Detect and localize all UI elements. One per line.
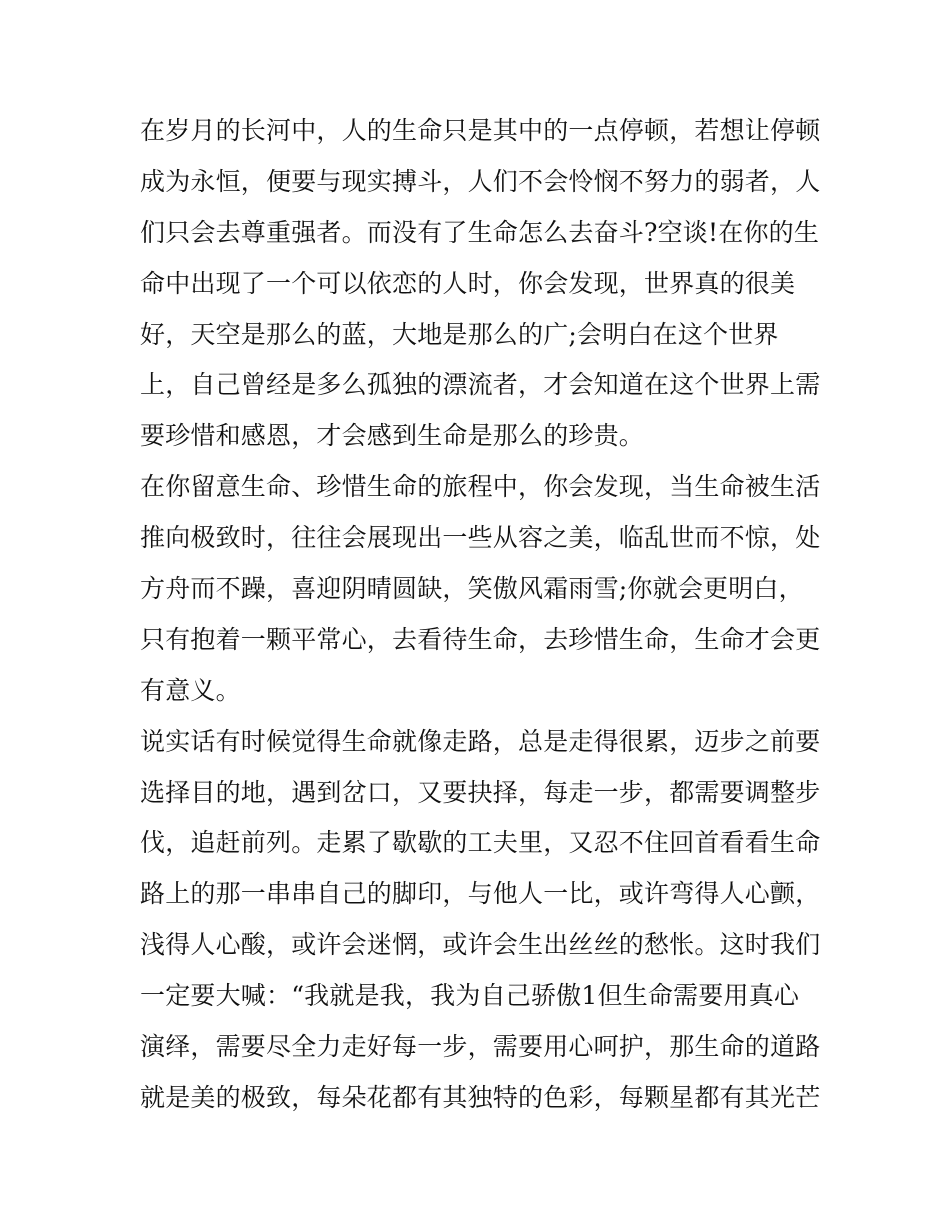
text-line: 上，自己曾经是多么孤独的漂流者，才会知道在这个世界上需 <box>140 370 821 400</box>
text-line: 在岁月的长河中，人的生命只是其中的一点停顿，若想让停顿 <box>140 116 821 145</box>
text-line: 在你留意生命、珍惜生命的旅程中，你会发现，当生命被生活 <box>140 472 821 502</box>
text-line: 命中出现了一个可以依恋的人时，你会发现，世界真的很美 <box>140 268 796 298</box>
text-line: 成为永恒，便要与现实搏斗，人们不会怜悯不努力的弱者，人 <box>140 166 821 196</box>
text-line: 就是美的极致，每朵花都有其独特的色彩，每颗星都有其光芒 <box>140 1082 821 1112</box>
paragraph-2 <box>140 462 821 716</box>
text-line: 好，天空是那么的蓝，大地是那么的广;会明白在这个世界 <box>140 319 779 349</box>
text-line: 选择目的地，遇到岔口，又要抉择，每走一步，都需要调整步 <box>140 777 821 807</box>
text-line: 推向极致时，往往会展现出一些从容之美，临乱世而不惊，处 <box>140 523 821 553</box>
text-line: 只有抱着一颗平常心，去看待生命，去珍惜生命，生命才会更 <box>140 624 821 654</box>
text-line: 浅得人心酸，或许会迷惘，或许会生出丝丝的愁怅。这时我们 <box>140 930 821 960</box>
text-line: 一定要大喊：“我就是我，我为自己骄傲1但生命需要用真心 <box>140 981 800 1011</box>
paragraph-3 <box>140 717 821 1124</box>
text-line: 要珍惜和感恩，才会感到生命是那么的珍贵。 <box>140 421 645 451</box>
text-line: 们只会去尊重强者。而没有了生命怎么去奋斗?空谈!在你的生 <box>140 217 820 247</box>
document-page <box>140 106 821 1124</box>
text-line: 演绎，需要尽全力走好每一步，需要用心呵护，那生命的道路 <box>140 1032 821 1062</box>
text-line: 路上的那一串串自己的脚印，与他人一比，或许弯得人心颤， <box>140 879 821 909</box>
paragraph-1 <box>140 106 821 462</box>
text-line: 有意义。 <box>140 675 241 705</box>
text-line: 说实话有时候觉得生命就像走路，总是走得很累，迈步之前要 <box>140 726 821 756</box>
text-line: 伐，追赶前列。走累了歇歇的工夫里，又忍不住回首看看生命 <box>140 828 821 858</box>
text-line: 方舟而不躁，喜迎阴晴圆缺，笑傲风霜雨雪;你就会更明白， <box>140 574 804 604</box>
